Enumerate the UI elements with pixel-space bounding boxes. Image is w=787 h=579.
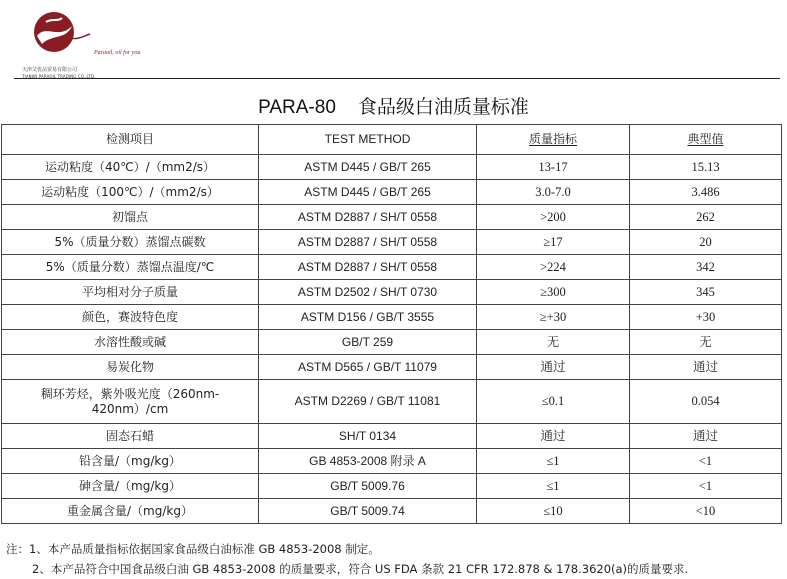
table-row xyxy=(2,155,782,180)
cell-test-method: GB 4853-2008 附录 A xyxy=(259,449,477,474)
cell-quality-spec: ≤0.1 xyxy=(477,380,630,424)
cell-typical-value: 342 xyxy=(630,255,782,280)
table-row xyxy=(2,180,782,205)
cell-test-method: GB/T 5009.76 xyxy=(259,474,477,499)
cell-test-item: 运动粘度（100℃）/（mm2/s） xyxy=(2,180,259,205)
table-row xyxy=(2,305,782,330)
cell-test-method: ASTM D2887 / SH/T 0558 xyxy=(259,205,477,230)
cell-quality-spec: ≥300 xyxy=(477,280,630,305)
cell-test-method: ASTM D2887 / SH/T 0558 xyxy=(259,230,477,255)
cell-test-method: ASTM D156 / GB/T 3555 xyxy=(259,305,477,330)
cell-test-method: GB/T 259 xyxy=(259,330,477,355)
company-name-en: TIANJIN PARAOIL TRADING CO.,LTD. xyxy=(22,74,96,79)
table-row xyxy=(2,205,782,230)
cell-test-item: 稠环芳烃，紫外吸光度（260nm-420nm）/cm xyxy=(2,380,259,424)
cell-test-item: 平均相对分子质量 xyxy=(2,280,259,305)
header-typical-value: 典型值 xyxy=(630,125,782,155)
cell-quality-spec: ≤1 xyxy=(477,474,630,499)
cell-quality-spec: >224 xyxy=(477,255,630,280)
cell-test-method: ASTM D445 / GB/T 265 xyxy=(259,180,477,205)
cell-test-item: 水溶性酸或碱 xyxy=(2,330,259,355)
header-test-method: TEST METHOD xyxy=(259,125,477,155)
table-row xyxy=(2,424,782,449)
cell-quality-spec: ≤1 xyxy=(477,449,630,474)
footnote-1: 注：1、本产品质量指标依据国家食品级白油标准 GB 4853-2008 制定。 xyxy=(6,542,380,556)
table-row xyxy=(2,280,782,305)
table-row xyxy=(2,330,782,355)
cell-test-item: 重金属含量/（mg/kg） xyxy=(2,499,259,524)
cell-quality-spec: 13-17 xyxy=(477,155,630,180)
cell-typical-value: 262 xyxy=(630,205,782,230)
cell-test-method: ASTM D445 / GB/T 265 xyxy=(259,155,477,180)
cell-quality-spec: 通过 xyxy=(477,355,630,380)
footnotes xyxy=(6,539,787,579)
cell-test-item: 初馏点 xyxy=(2,205,259,230)
cell-typical-value: +30 xyxy=(630,305,782,330)
cell-test-method: ASTM D2269 / GB/T 11081 xyxy=(259,380,477,424)
cell-typical-value: <1 xyxy=(630,474,782,499)
cell-test-item: 固态石蜡 xyxy=(2,424,259,449)
cell-typical-value: 345 xyxy=(630,280,782,305)
cell-test-item: 易炭化物 xyxy=(2,355,259,380)
cell-test-method: ASTM D2502 / SH/T 0730 xyxy=(259,280,477,305)
cell-typical-value: <10 xyxy=(630,499,782,524)
cell-typical-value: 0.054 xyxy=(630,380,782,424)
product-title: 食品级白油质量标准 xyxy=(357,96,529,118)
quality-spec-table xyxy=(1,124,782,524)
cell-quality-spec: ≥17 xyxy=(477,230,630,255)
cell-typical-value: 无 xyxy=(630,330,782,355)
table-row xyxy=(2,380,782,424)
cell-quality-spec: >200 xyxy=(477,205,630,230)
product-code: PARA-80 xyxy=(258,97,336,118)
table-row xyxy=(2,255,782,280)
cell-typical-value: 15.13 xyxy=(630,155,782,180)
cell-test-item: 运动粘度（40℃）/（mm2/s） xyxy=(2,155,259,180)
table-row xyxy=(2,499,782,524)
cell-test-item: 砷含量/（mg/kg） xyxy=(2,474,259,499)
cell-typical-value: <1 xyxy=(630,449,782,474)
page-title xyxy=(0,92,787,119)
cell-typical-value: 通过 xyxy=(630,424,782,449)
table-row xyxy=(2,449,782,474)
footnote-2: 2、本产品符合中国食品级白油 GB 4853-2008 的质量要求，符合 US FDA 条款 21 CFR 172.878 & 178.3620(a)的质量要求. xyxy=(32,562,689,576)
header-divider xyxy=(14,78,780,79)
cell-test-item: 5%（质量分数）蒸馏点碳数 xyxy=(2,230,259,255)
cell-test-method: GB/T 5009.74 xyxy=(259,499,477,524)
cell-quality-spec: 通过 xyxy=(477,424,630,449)
cell-quality-spec: 无 xyxy=(477,330,630,355)
cell-test-item: 颜色，赛波特色度 xyxy=(2,305,259,330)
table-header-row xyxy=(2,125,782,155)
cell-quality-spec: ≤10 xyxy=(477,499,630,524)
logo-tagline: Paraoil, oil for you xyxy=(94,50,141,56)
paraoil-logo-icon xyxy=(32,10,92,54)
table-row xyxy=(2,355,782,380)
company-logo xyxy=(22,8,152,78)
header-quality-spec: 质量指标 xyxy=(477,125,630,155)
cell-typical-value: 20 xyxy=(630,230,782,255)
header-test-item: 检测项目 xyxy=(2,125,259,155)
cell-quality-spec: ≥+30 xyxy=(477,305,630,330)
table-row xyxy=(2,474,782,499)
cell-test-item: 5%（质量分数）蒸馏点温度/℃ xyxy=(2,255,259,280)
cell-typical-value: 3.486 xyxy=(630,180,782,205)
cell-test-item: 铅含量/（mg/kg） xyxy=(2,449,259,474)
table-row xyxy=(2,230,782,255)
company-name-cn: 天津艾优品贸易有限公司 xyxy=(22,67,78,73)
cell-test-method: SH/T 0134 xyxy=(259,424,477,449)
cell-quality-spec: 3.0-7.0 xyxy=(477,180,630,205)
cell-test-method: ASTM D565 / GB/T 11079 xyxy=(259,355,477,380)
cell-test-method: ASTM D2887 / SH/T 0558 xyxy=(259,255,477,280)
cell-typical-value: 通过 xyxy=(630,355,782,380)
